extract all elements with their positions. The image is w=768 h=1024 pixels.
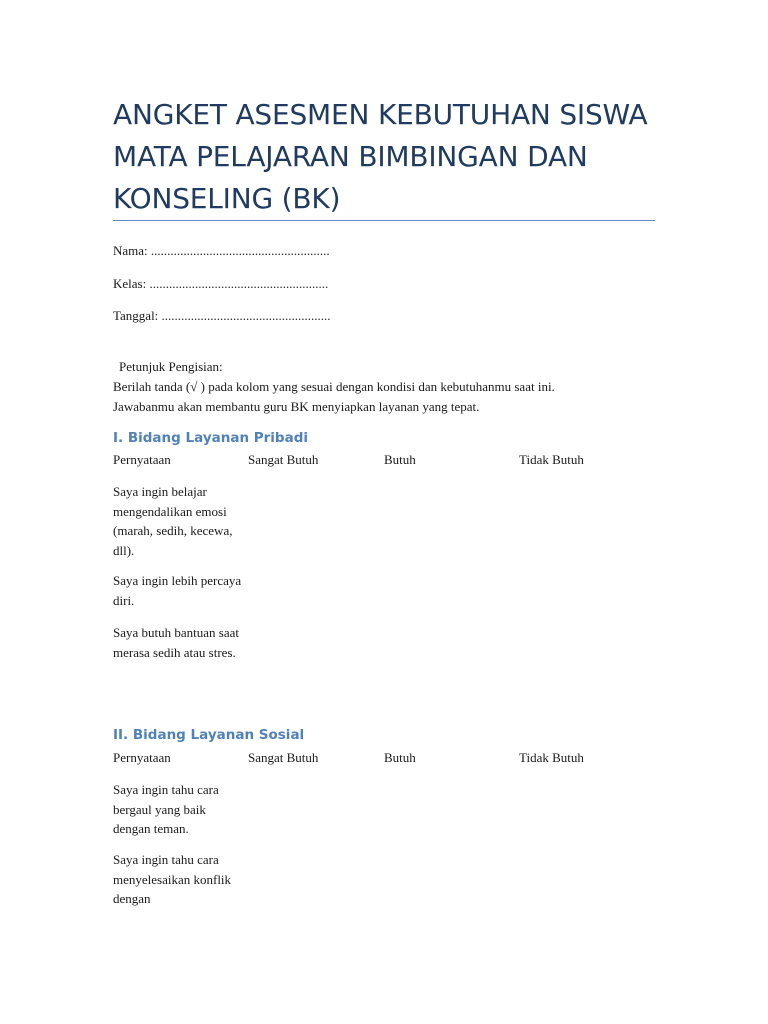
column-header-butuh: Butuh xyxy=(384,452,416,467)
column-header-pernyataan: Pernyataan xyxy=(113,750,171,765)
title-line-2: MATA PELAJARAN BIMBINGAN DAN xyxy=(113,140,588,173)
title-line-1: ANGKET ASESMEN KEBUTUHAN SISWA xyxy=(113,98,648,131)
title-divider xyxy=(113,220,655,221)
field-kelas: Kelas: ....................................................... xyxy=(113,276,329,291)
field-nama: Nama: ....................................................... xyxy=(113,243,330,258)
section-title-sosial: II. Bidang Layanan Sosial xyxy=(113,727,305,743)
statement-item: Saya ingin belajar mengendalikan emosi (marah, sedih, kecewa, dll). xyxy=(113,484,233,558)
column-header-sangat-butuh: Sangat Butuh xyxy=(248,750,319,765)
section-title-pribadi: I. Bidang Layanan Pribadi xyxy=(113,430,308,446)
column-header-butuh: Butuh xyxy=(384,750,416,765)
statement-item: Saya ingin tahu cara menyelesaikan konflik dengan xyxy=(113,852,232,906)
instructions-line-2: Jawabanmu akan membantu guru BK menyiapkan layanan yang tepat. xyxy=(113,399,480,414)
column-header-sangat-butuh: Sangat Butuh xyxy=(248,452,319,467)
statement-item: Saya butuh bantuan saat merasa sedih atau stres. xyxy=(113,625,239,660)
field-tanggal: Tanggal: .................................................... xyxy=(113,308,331,323)
title-line-3: KONSELING (BK) xyxy=(113,182,341,215)
instructions-line-1: Berilah tanda (√ ) pada kolom yang sesuai dengan kondisi dan kebutuhanmu saat ini. xyxy=(113,379,555,394)
column-header-tidak-butuh: Tidak Butuh xyxy=(519,750,584,765)
document-title xyxy=(113,94,673,220)
instructions xyxy=(113,357,673,417)
instructions-heading: Petunjuk Pengisian: xyxy=(119,359,223,374)
statement-item: Saya ingin tahu cara bergaul yang baik dengan teman. xyxy=(113,782,219,836)
column-header-pernyataan: Pernyataan xyxy=(113,452,171,467)
column-header-tidak-butuh: Tidak Butuh xyxy=(519,452,584,467)
statement-item: Saya ingin lebih percaya diri. xyxy=(113,573,242,608)
